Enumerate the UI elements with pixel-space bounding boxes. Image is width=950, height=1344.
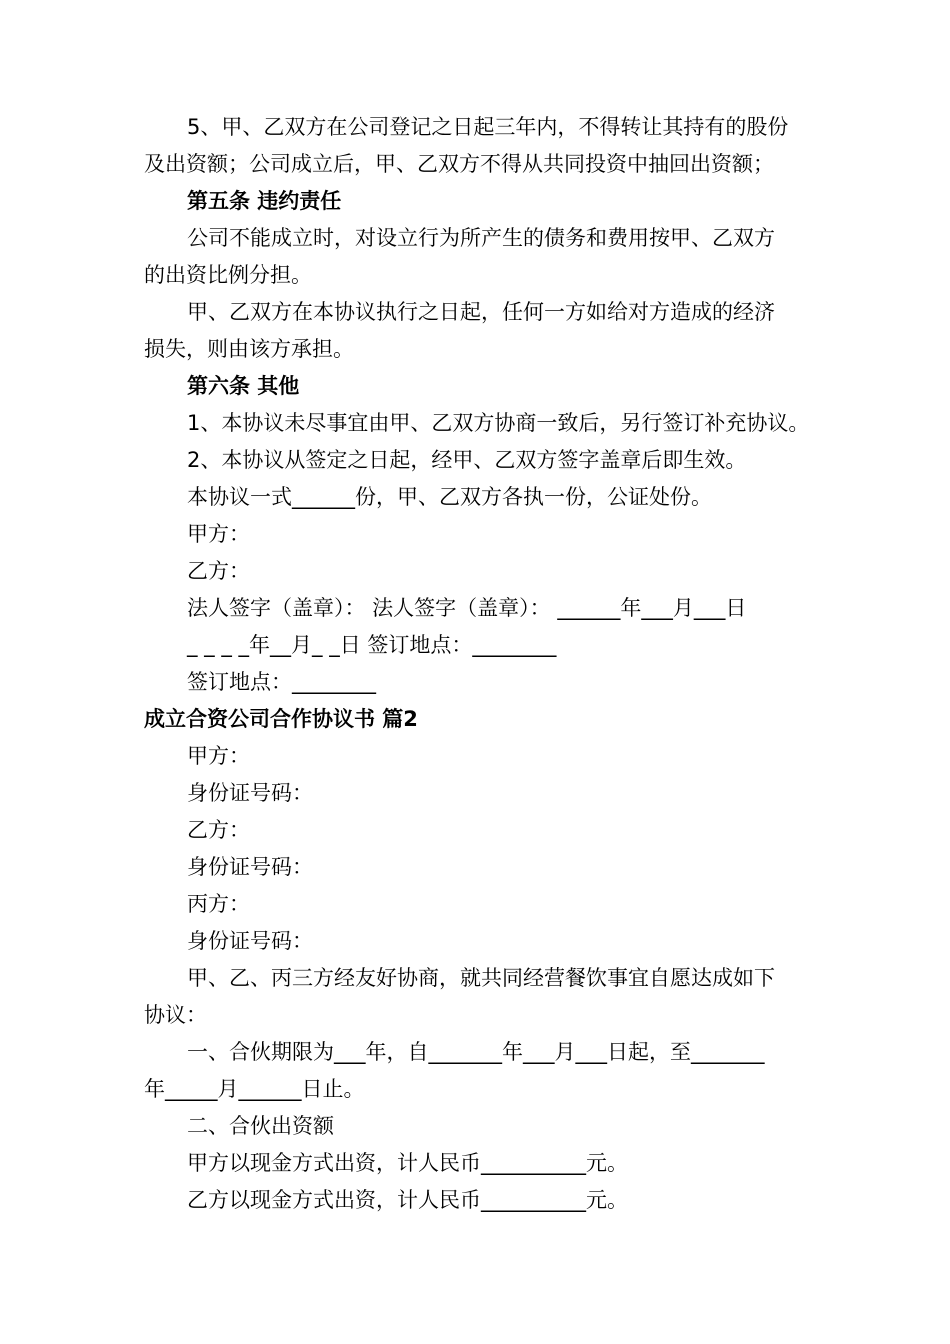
capital-party-a: 甲方以现金方式出资，计人民币__________元。 — [187, 1151, 628, 1175]
party-c-id-label: 身份证号码： — [187, 929, 313, 953]
article-5-heading: 第五条 违约责任 — [187, 189, 342, 213]
party-a-label: 甲方： — [187, 522, 250, 546]
party-b-label-2: 乙方： — [187, 818, 250, 842]
party-b-id-label: 身份证号码： — [187, 855, 313, 879]
party-c-label: 丙方： — [187, 892, 250, 916]
party-a-id-label: 身份证号码： — [187, 781, 313, 805]
article-5-para-1-line-2: 的出资比例分担。 — [144, 263, 312, 287]
preamble-line-2: 协议： — [144, 1003, 207, 1027]
capital-party-b: 乙方以现金方式出资，计人民币__________元。 — [187, 1188, 628, 1212]
capital-heading: 二、合伙出资额 — [187, 1114, 334, 1138]
article-5-para-1-line-1: 公司不能成立时，对设立行为所产生的债务和费用按甲、乙双方 — [187, 226, 775, 250]
signing-place-line: 签订地点：________ — [187, 670, 376, 694]
clause-5-line-2: 及出资额；公司成立后，甲、乙双方不得从共同投资中抽回出资额； — [144, 152, 774, 176]
signature-line: 法人签字（盖章）： 法人签字（盖章）： ______年___月___日 — [187, 596, 747, 620]
clause-5-line-1: 5、甲、乙双方在公司登记之日起三年内，不得转让其持有的股份 — [187, 115, 789, 139]
article-6-heading: 第六条 其他 — [187, 374, 300, 398]
article-5-para-2-line-2: 损失，则由该方承担。 — [144, 337, 354, 361]
article-6-item-2: 2、本协议从签定之日起，经甲、乙双方签字盖章后即生效。 — [187, 448, 747, 472]
article-5-para-2-line-1: 甲、乙双方在本协议执行之日起，任何一方如给对方造成的经济 — [187, 300, 775, 324]
preamble-line-1: 甲、乙、丙三方经友好协商，就共同经营餐饮事宜自愿达成如下 — [187, 966, 775, 990]
article-6-item-1: 1、本协议未尽事宜由甲、乙双方协商一致后，另行签订补充协议。 — [187, 411, 810, 435]
copies-line: 本协议一式______份，甲、乙双方各执一份，公证处份。 — [187, 485, 712, 509]
date-place-line: _ _ _ _年__月_ _日 签订地点：________ — [187, 633, 557, 657]
party-a-label-2: 甲方： — [187, 744, 250, 768]
term-line-2: 年_____月______日止。 — [144, 1077, 365, 1101]
term-line-1: 一、合伙期限为___年，自_______年___月___日起，至_______ — [187, 1040, 765, 1064]
section-title: 成立合资公司合作协议书 篇2 — [144, 707, 418, 731]
party-b-label: 乙方： — [187, 559, 250, 583]
